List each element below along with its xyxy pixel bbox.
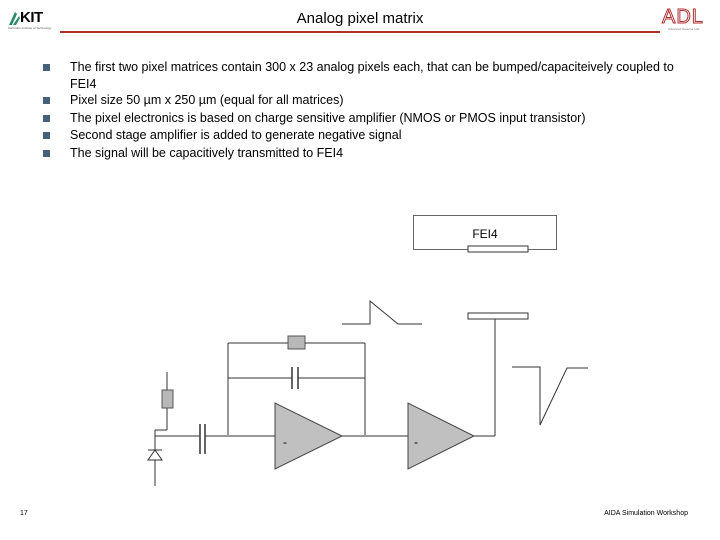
bullet-text: The pixel electronics is based on charge sensitive amplifier (NMOS or PMOS input transistor) bbox=[70, 110, 586, 125]
coupling-pad bbox=[468, 313, 528, 319]
step-waveform bbox=[342, 301, 422, 324]
kit-logo-text: KIT bbox=[20, 9, 43, 26]
bullet-text: The first two pixel matrices contain 300 x 23 analog pixels each, that can be bumped/capaciteively coupled to FEI4 bbox=[70, 60, 674, 91]
adl-logo-text: ADL bbox=[662, 6, 704, 28]
kit-logo-subtitle: Karlsruhe Institute of Technology bbox=[8, 26, 52, 30]
fei4-label: FEI4 bbox=[472, 227, 498, 241]
sensor-diode-icon bbox=[148, 450, 162, 460]
bullet-text: The signal will be capacitively transmitted to FEI4 bbox=[70, 145, 344, 160]
slide-title: Analog pixel matrix bbox=[296, 10, 424, 27]
bullet-text: Pixel size 50 µm x 250 µm (equal for all matrices) bbox=[70, 93, 344, 107]
adl-logo-subtitle: Advanced Detector Lab bbox=[668, 27, 700, 31]
bullet-text: Second stage amplifier is added to generate negative signal bbox=[70, 128, 402, 142]
negative-pulse-waveform bbox=[512, 367, 588, 425]
fei4-pad bbox=[468, 246, 528, 252]
feedback-resistor bbox=[288, 336, 305, 349]
footer-text: AIDA Simulation Workshop bbox=[604, 510, 688, 517]
bias-resistor bbox=[162, 390, 173, 408]
amp1-inverting-label: - bbox=[283, 435, 287, 449]
amp2-inverting-label: - bbox=[414, 435, 418, 449]
page-number: 17 bbox=[20, 510, 28, 517]
